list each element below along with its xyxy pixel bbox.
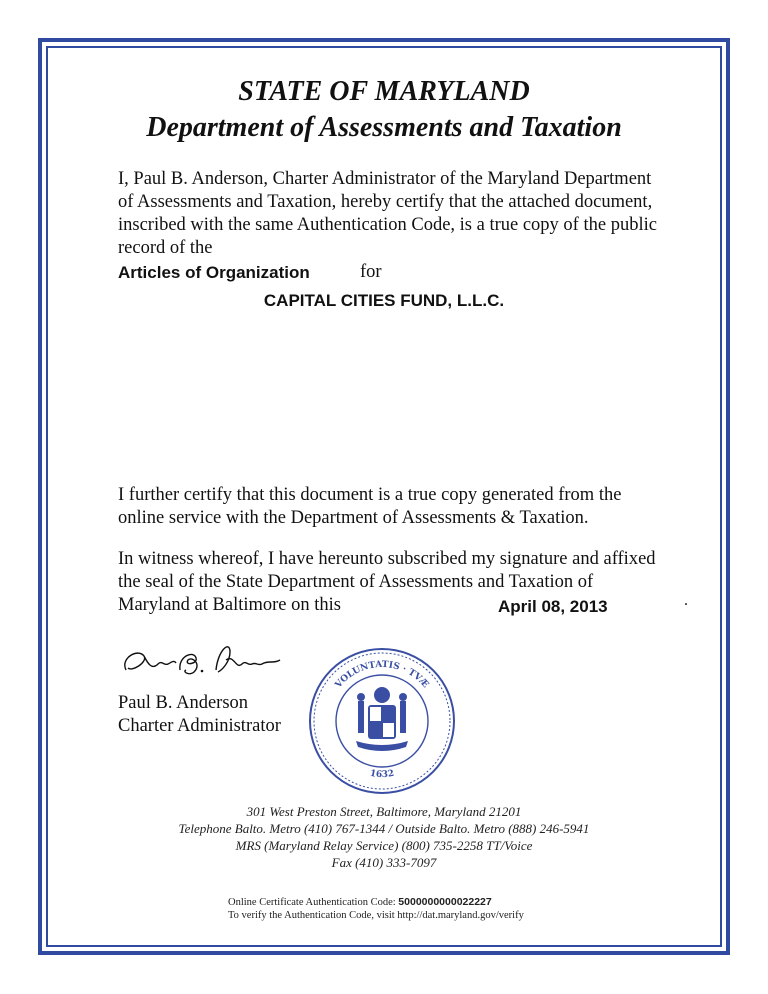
signatory-block: [118, 692, 281, 738]
authentication-block: [228, 896, 524, 922]
witness-paragraph: In witness whereof, I have hereunto subscribed my signature and affixed the seal of the State Department of Assessments and Taxation of Maryland at Baltimore on this: [118, 549, 656, 615]
signatory-name: Paul B. Anderson: [118, 693, 249, 713]
footer-address: 301 West Preston Street, Baltimore, Maryland 21201: [246, 804, 522, 819]
footer-fax: Fax (410) 333-7097: [331, 855, 437, 870]
department-title: Department of Assessments and Taxation: [146, 112, 622, 143]
footer-contact: [0, 803, 768, 871]
footer-relay-service: MRS (Maryland Relay Service) (800) 735-2258 TT/Voice: [235, 838, 533, 853]
state-seal: [306, 645, 458, 797]
auth-code-value: 5000000000022227: [398, 896, 492, 908]
certification-intro: I, Paul B. Anderson, Charter Administrator of the Maryland Department of Assessments and Taxation, hereby certify that the attached document, inscribed with the same Authentication Code, is a true copy of the public record of the: [118, 169, 657, 258]
svg-text:1632: [369, 769, 395, 780]
auth-verify-line: To verify the Authentication Code, visit http://dat.maryland.gov/verify: [228, 910, 524, 921]
state-title: STATE OF MARYLAND: [238, 76, 530, 107]
auth-code-label: Online Certificate Authentication Code:: [228, 897, 396, 908]
trailing-period: .: [684, 592, 688, 609]
for-word: for: [360, 262, 382, 282]
certification-date: April 08, 2013: [498, 597, 608, 616]
entity-name: CAPITAL CITIES FUND, L.L.C.: [263, 291, 505, 310]
further-certify-paragraph: I further certify that this document is a true copy generated from the online service with the Department of Assessments & Taxation.: [118, 485, 622, 528]
signature-image: [118, 630, 288, 690]
record-type: Articles of Organization: [118, 263, 310, 282]
seal-year: 1632: [369, 768, 395, 781]
signatory-title: Charter Administrator: [118, 716, 281, 736]
footer-telephone: Telephone Balto. Metro (410) 767-1344 / Outside Balto. Metro (888) 246-5941: [178, 821, 590, 836]
seal-top-text: VOLUNTATIS · TVÆ: [333, 659, 431, 691]
